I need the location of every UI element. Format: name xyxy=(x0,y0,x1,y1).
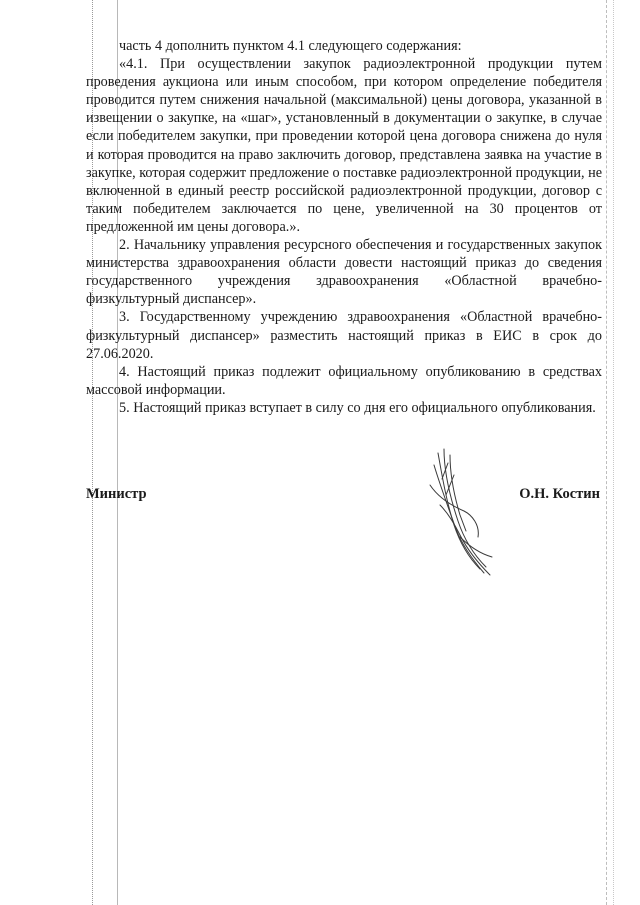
scan-artifact-line xyxy=(613,0,614,905)
paragraph-intro: часть 4 дополнить пунктом 4.1 следующего содержания: xyxy=(119,38,462,54)
signer-name: О.Н. Костин xyxy=(519,486,600,502)
handwritten-signature xyxy=(420,445,500,580)
signature-block xyxy=(86,486,600,510)
paragraph-4-1: «4.1. При осуществлении закупок радиоэлектронной продукции путем проведения аукциона или иным способом, при котором определение победителя проводится путем снижения начальной (максимальной) цены договора, указанной в извещении о закупке, на «шаг», установленный в документации о закупке, в случае если победителем закупки, при проведении которой цена договора снижена до нуля и которая проводится на право заключить договор, представлена заявка на участие в закупке, которая содержит предложение о поставке радиоэлектронной продукции, не включенной в единый реестр российской радиоэлектронной продукции, договор с таким победителем заключается по цене, увеличенной на 30 процентов от предложенной им цены договора.». xyxy=(86,56,602,235)
scan-artifact-line xyxy=(606,0,607,905)
paragraph-3: 3. Государственному учреждению здравоохранения «Областной врачебно-физкультурный диспансер» разместить настоящий приказ в ЕИС в срок до 27.06.2020. xyxy=(86,309,602,362)
paragraph-5: 5. Настоящий приказ вступает в силу со дня его официального опубликования. xyxy=(119,399,596,416)
paragraph-4: 4. Настоящий приказ подлежит официальному опубликованию в средствах массовой информации. xyxy=(86,363,602,398)
paragraph-2: 2. Начальнику управления ресурсного обеспечения и государственных закупок министерства здравоохранения области довести настоящий приказ до сведения государственного учреждения здравоохранения «Областной врачебно-физкультурный диспансер». xyxy=(86,237,602,308)
signer-title: Министр xyxy=(86,486,147,502)
document-body xyxy=(86,37,602,417)
